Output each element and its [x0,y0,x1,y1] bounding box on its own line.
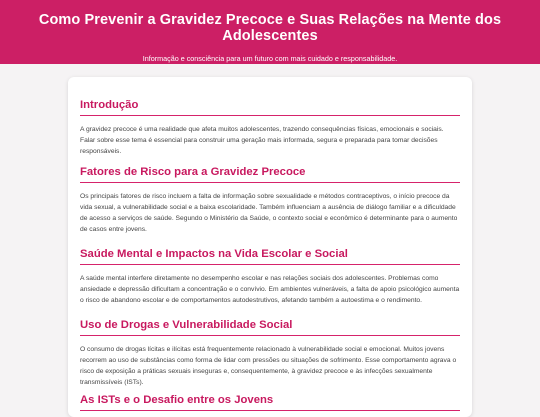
page-subtitle: Informação e consciência para um futuro com mais cuidado e responsabilidade. [142,54,398,63]
section-uso-de-drogas [80,319,460,394]
section-introducao [80,99,460,166]
page-title: Como Prevenir a Gravidez Precoce e Suas Relações na Mente dos Adolescentes [38,12,502,44]
section-heading: As ISTs e o Desafio entre os Jovens [80,394,460,411]
section-heading: Fatores de Risco para a Gravidez Precoce [80,166,460,183]
section-text: A saúde mental interfere diretamente no desempenho escolar e nas relações sociais dos adolescentes. Problemas como ansiedade e depressão dificultam a concentração e o convívio. Em ambientes vulneráveis, a falta de apoio psicológico aumenta o risco de abandono escolar e de comportamentos autodestrutivos, afetando também a autoestima e o rendimento. [80,275,460,304]
section-heading: Saúde Mental e Impactos na Vida Escolar e Social [80,248,460,265]
section-heading: Uso de Drogas e Vulnerabilidade Social [80,319,460,336]
section-text: Os principais fatores de risco incluem a falta de informação sobre sexualidade e métodos contraceptivos, o início precoce da vida sexual, a vulnerabilidade social e a baixa escolaridade. Também influenciam a ausência de diálogo familiar e a dificuldade de acesso a serviços de saúde. Segundo o Ministério da Saúde, o contexto social e econômico é determinante para o aumento de casos entre jovens. [80,193,458,233]
section-heading: Introdução [80,99,460,116]
section-text: A gravidez precoce é uma realidade que afeta muitos adolescentes, trazendo consequências físicas, emocionais e sociais. Falar sobre esse tema é essencial para construir uma geração mais informada, segura e preparada para tomar decisões responsáveis. [80,126,444,155]
section-saude-mental [80,248,460,319]
section-ists [80,394,460,411]
section-fatores-de-risco [80,166,460,248]
page-header [0,0,540,64]
section-text: O consumo de drogas lícitas e ilícitas está frequentemente relacionado à vulnerabilidade social e emocional. Muitos jovens recorrem ao uso de substâncias como forma de lidar com pressões ou situações de sofrimento. Esse comportamento agrava o risco de exposição a práticas sexuais inseguras e, consequentemente, à gravidez precoce e às infecções sexualmente transmissíveis (ISTs). [80,346,457,386]
content-card [68,77,472,417]
